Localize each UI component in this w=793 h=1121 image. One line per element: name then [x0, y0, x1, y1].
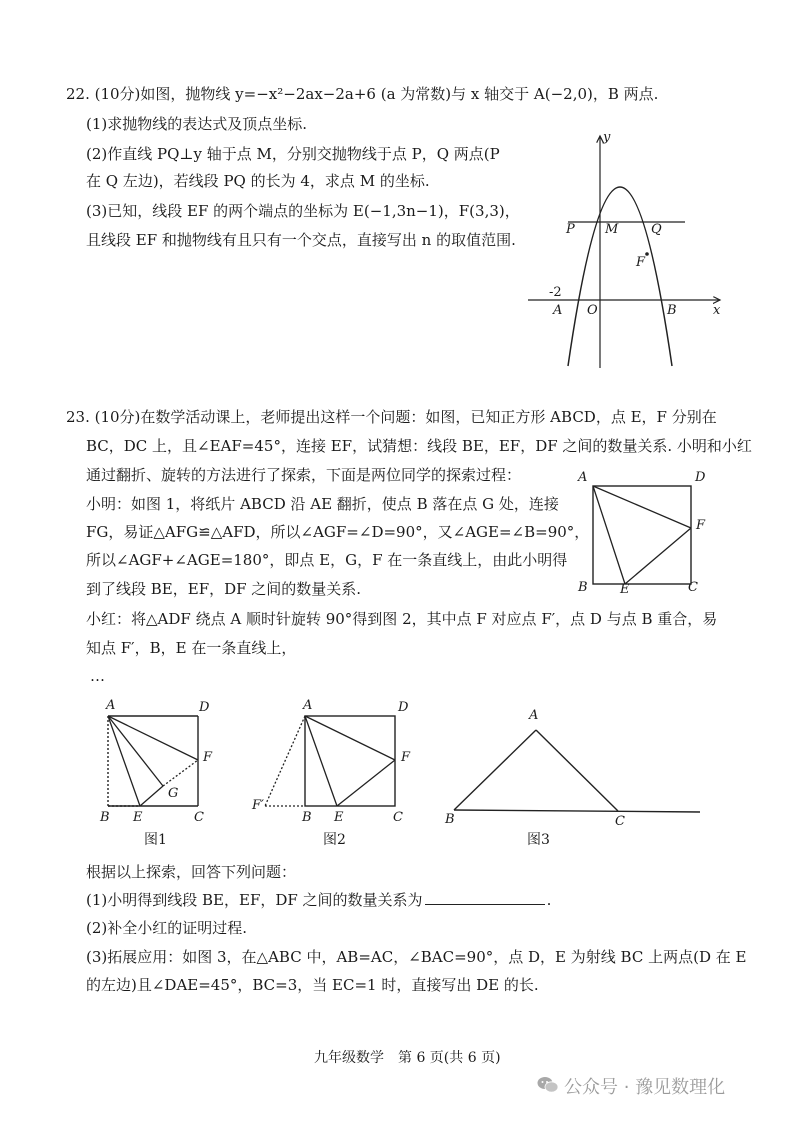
q22-label-q: Q [651, 222, 662, 237]
main-label-d: D [695, 470, 706, 485]
q22-line6: 且线段 EF 和抛物线有且只有一个交点，直接写出 n 的取值范围. [86, 231, 516, 249]
fig2-label-e: E [334, 810, 344, 825]
fig1-caption: 图1 [144, 832, 167, 848]
q23-part1-end: . [546, 891, 552, 909]
fig1-label-f: F [203, 750, 213, 765]
q23-figure-1 [100, 708, 213, 813]
q22-label-x: x [713, 303, 721, 318]
q22-line1: 22. (10分)如图，抛物线 y=−x²−2ax−2a+6 (a 为常数)与 x 轴交于 A(−2,0)，B 两点. [66, 85, 659, 103]
fig1-label-c: C [194, 810, 204, 825]
fig3-caption: 图3 [527, 832, 550, 848]
q23-line11: 根据以上探索，回答下列问题： [86, 863, 297, 881]
q23-figure-2 [265, 708, 410, 813]
point-f [645, 252, 649, 256]
q22-label-b: B [667, 303, 677, 318]
q22-label-y: y [603, 130, 611, 145]
q22-label-f: F [636, 255, 646, 270]
main-label-c: C [688, 580, 698, 595]
q23-line10: … [90, 667, 105, 685]
fig1-label-d: D [199, 700, 210, 715]
q23-line9: 知点 F′，B，E 在一条直线上， [86, 639, 297, 657]
fig2-label-f-prime: F′ [252, 798, 264, 813]
main-label-a: A [578, 470, 588, 485]
answer-blank [425, 890, 545, 905]
q23-line12 [86, 890, 551, 910]
page-footer: 九年级数学 第 6 页(共 6 页) [314, 1050, 501, 1066]
fig2-caption: 图2 [323, 832, 346, 848]
q23-line8: 小红：将△ADF 绕点 A 顺时针旋转 90°得到图 2，其中点 F 对应点 F′，点 D 与点 B 重合，易 [86, 610, 718, 628]
q23-line3: 通过翻折、旋转的方法进行了探索，下面是两位同学的探索过程： [86, 466, 522, 484]
q22-parabola-figure [520, 128, 730, 373]
fig2-label-b: B [302, 810, 312, 825]
fig1-label-e: E [133, 810, 143, 825]
fig1-label-b: B [100, 810, 110, 825]
fig2-label-f: F [401, 750, 411, 765]
q23-line15: 的左边)且∠DAE=45°，BC=3，当 EC=1 时，直接写出 DE 的长. [86, 976, 539, 994]
fig2-label-d: D [398, 700, 409, 715]
q23-main-square-figure [585, 478, 705, 598]
q22-line3: (2)作直线 PQ⊥y 轴于点 M，分别交抛物线于点 P，Q 两点(P [86, 145, 500, 163]
fig3-label-a: A [529, 708, 539, 723]
q23-part1-text: (1)小明得到线段 BE，EF，DF 之间的数量关系为 [86, 891, 423, 909]
fig1-label-g: G [168, 786, 179, 801]
q22-label-neg2: -2 [549, 285, 562, 300]
q23-line13: (2)补全小红的证明过程. [86, 919, 248, 937]
watermark-text: 公众号 · 豫见数理化 [564, 1077, 726, 1098]
fig3-label-c: C [615, 814, 625, 829]
fig1-label-a: A [106, 698, 116, 713]
q22-label-a: A [553, 303, 563, 318]
parabola-curve [568, 187, 672, 366]
wechat-icon [537, 1076, 559, 1094]
q23-line7: 到了线段 BE，EF，DF 之间的数量关系. [86, 580, 362, 598]
fig3-label-b: B [445, 812, 455, 827]
fig2-label-a: A [303, 698, 313, 713]
q23-figure-3 [448, 722, 708, 817]
q22-line5: (3)已知，线段 EF 的两个端点的坐标为 E(−1,3n−1)，F(3,3)， [86, 202, 520, 220]
q23-line5: FG，易证△AFG≌△AFD，所以∠AGF=∠D=90°，又∠AGE=∠B=90°， [86, 523, 590, 541]
q22-label-p: P [566, 222, 575, 237]
q22-label-o: O [587, 303, 598, 318]
fig2-label-c: C [393, 810, 403, 825]
q23-line4: 小明：如图 1，将纸片 ABCD 沿 AE 翻折，使点 B 落在点 G 处，连接 [86, 495, 559, 513]
main-label-b: B [578, 580, 588, 595]
q23-line2: BC，DC 上，且∠EAF=45°，连接 EF，试猜想：线段 BE，EF，DF 之间的数量关系. 小明和小红 [86, 437, 752, 455]
q22-line2: (1)求抛物线的表达式及顶点坐标. [86, 115, 308, 133]
q22-label-m: M [605, 222, 619, 237]
q23-line6: 所以∠AGF+∠AGE=180°，即点 E，G，F 在一条直线上，由此小明得 [86, 551, 568, 569]
q23-line14: (3)拓展应用：如图 3，在△ABC 中，AB=AC，∠BAC=90°，点 D，E 为射线 BC 上两点(D 在 E [86, 948, 747, 966]
q23-line1: 23. (10分)在数学活动课上，老师提出这样一个问题：如图，已知正方形 ABCD，点 E，F 分别在 [66, 408, 717, 426]
q22-line4: 在 Q 左边)，若线段 PQ 的长为 4，求点 M 的坐标. [86, 172, 430, 190]
main-label-e: E [620, 582, 630, 597]
main-label-f: F [696, 518, 706, 533]
